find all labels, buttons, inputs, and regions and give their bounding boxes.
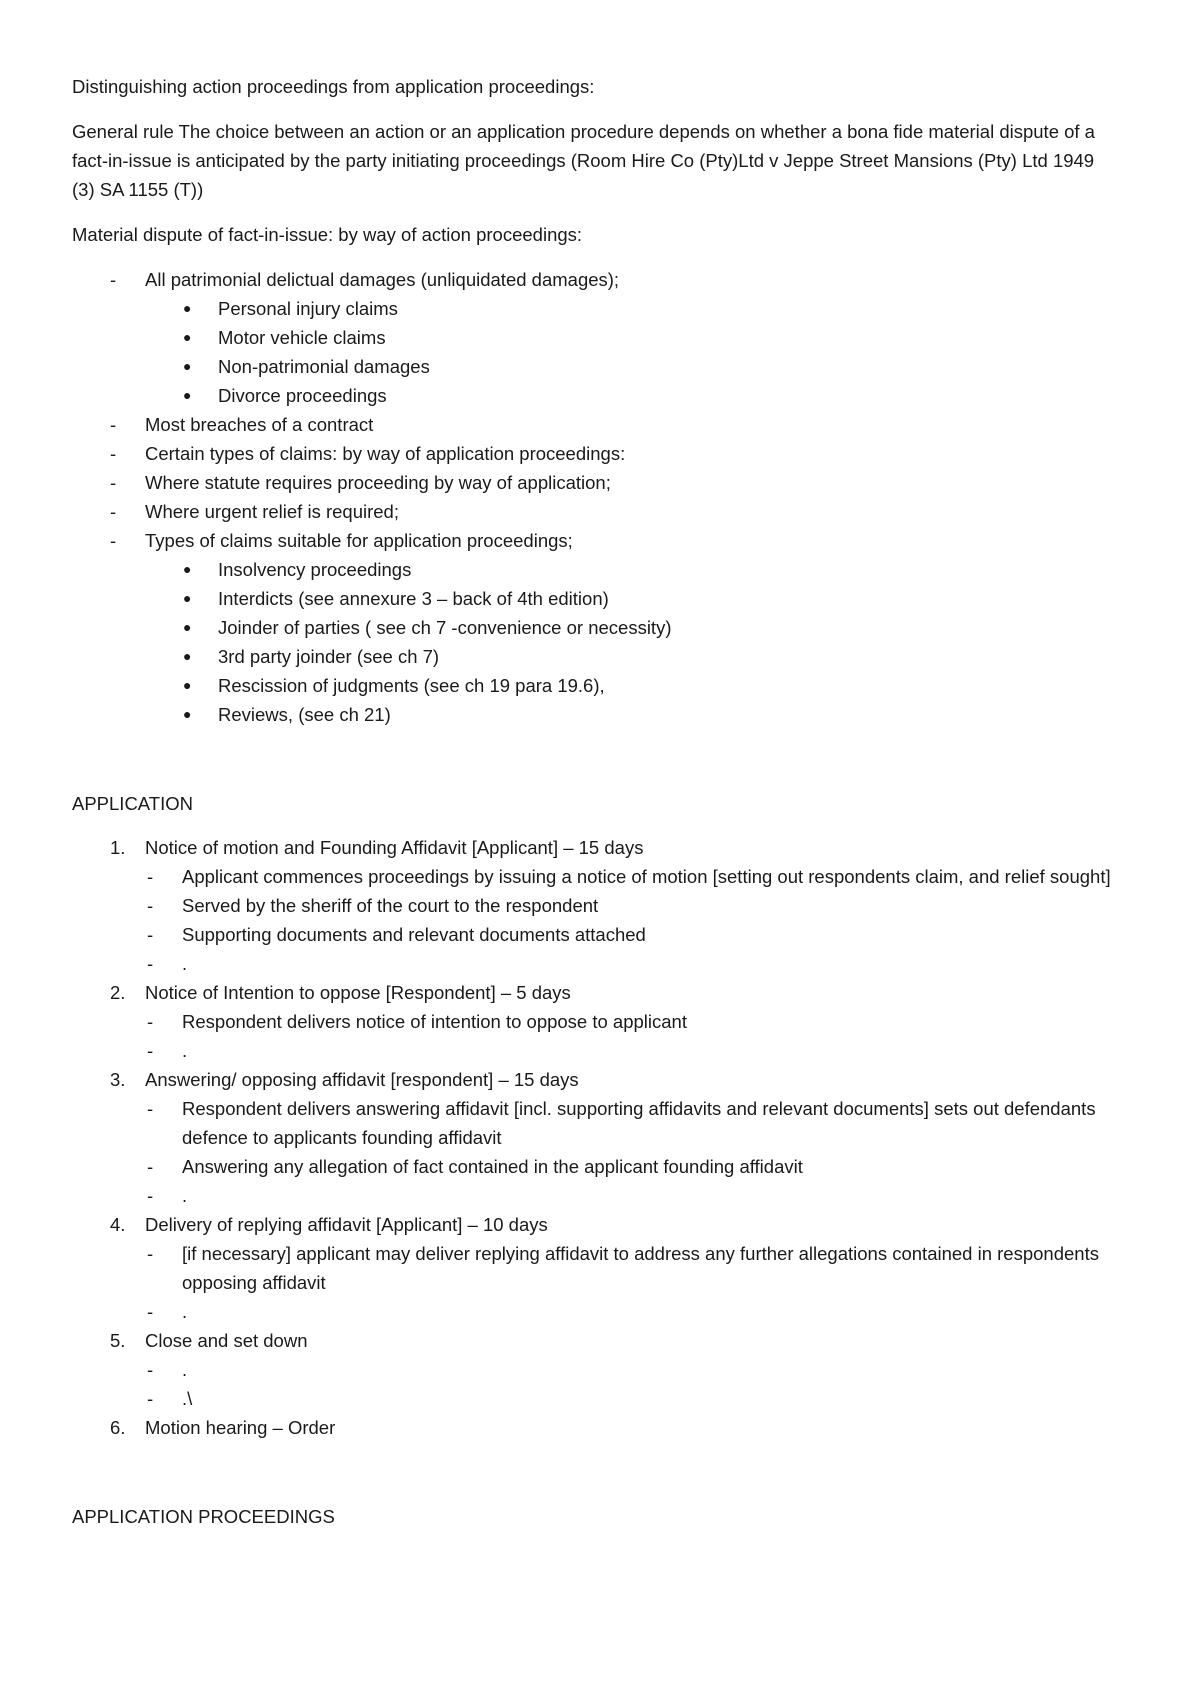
dash-marker: - bbox=[147, 866, 154, 887]
step-number: 2. bbox=[110, 982, 126, 1003]
list-item bbox=[72, 468, 1112, 497]
step-title: Motion hearing – Order bbox=[145, 1417, 336, 1438]
list-item bbox=[72, 642, 1112, 671]
bullet-icon: ● bbox=[183, 329, 192, 345]
sub-item bbox=[72, 862, 1112, 891]
application-steps-list bbox=[72, 833, 1112, 1442]
step-item bbox=[72, 833, 1112, 862]
list-item-text: Interdicts (see annexure 3 – back of 4th edition) bbox=[218, 588, 609, 609]
list-item-text: Personal injury claims bbox=[218, 298, 398, 319]
sub-item bbox=[72, 920, 1112, 949]
general-rule-paragraph: General rule The choice between an action or an application procedure depends on whether a bona fide material dispute of a fact-in-issue is anticipated by the party initiating proceedings (Room Hire Co (Pty)Ltd v Jeppe Street Mansions (Pty) Ltd 1949 (3) SA 1155 (T)) bbox=[72, 121, 1095, 200]
sub-item-text: . bbox=[182, 1185, 188, 1206]
dash-marker: - bbox=[147, 924, 154, 945]
bullet-icon: ● bbox=[183, 561, 192, 577]
list-item-text: Non-patrimonial damages bbox=[218, 356, 430, 377]
dash-marker: - bbox=[110, 269, 117, 290]
action-proceedings-list bbox=[72, 265, 1112, 729]
step-title: Notice of Intention to oppose [Respondent] – 5 days bbox=[145, 982, 571, 1003]
dash-marker: - bbox=[110, 501, 117, 522]
sub-item-text: Answering any allegation of fact contained in the applicant founding affidavit bbox=[182, 1156, 803, 1177]
step-number: 4. bbox=[110, 1214, 126, 1235]
list-item bbox=[72, 265, 1112, 294]
step-title: Answering/ opposing affidavit [respondent] – 15 days bbox=[145, 1069, 579, 1090]
list-item bbox=[72, 497, 1112, 526]
application-proceedings-heading: APPLICATION PROCEEDINGS bbox=[72, 1506, 335, 1527]
list-item-text: Where statute requires proceeding by way of application; bbox=[145, 472, 611, 493]
list-item bbox=[72, 613, 1112, 642]
sub-item bbox=[72, 1152, 1112, 1181]
list-item bbox=[72, 410, 1112, 439]
dash-marker: - bbox=[110, 472, 117, 493]
list-item bbox=[72, 671, 1112, 700]
sub-item-text: . bbox=[182, 1040, 188, 1061]
step-number: 3. bbox=[110, 1069, 126, 1090]
dash-marker: - bbox=[147, 1040, 154, 1061]
list-item-text: Certain types of claims: by way of application proceedings: bbox=[145, 443, 626, 464]
list-item-text: Most breaches of a contract bbox=[145, 414, 374, 435]
bullet-icon: ● bbox=[183, 648, 192, 664]
bullet-icon: ● bbox=[183, 677, 192, 693]
list-item bbox=[72, 526, 1112, 555]
dash-marker: - bbox=[147, 1011, 154, 1032]
sub-item bbox=[72, 1094, 1112, 1152]
sub-item bbox=[72, 1007, 1112, 1036]
step-number: 1. bbox=[110, 837, 126, 858]
list-item-text: Rescission of judgments (see ch 19 para 19.6), bbox=[218, 675, 605, 696]
list-item-text: All patrimonial delictual damages (unliquidated damages); bbox=[145, 269, 620, 290]
dash-marker: - bbox=[147, 1301, 154, 1322]
application-heading: APPLICATION bbox=[72, 793, 193, 814]
sub-item bbox=[72, 1239, 1112, 1297]
list-item-text: Insolvency proceedings bbox=[218, 559, 412, 580]
list-item-text: Joinder of parties ( see ch 7 -convenience or necessity) bbox=[218, 617, 672, 638]
document-title: Distinguishing action proceedings from application proceedings: bbox=[72, 76, 595, 97]
dash-marker: - bbox=[110, 530, 117, 551]
list-item bbox=[72, 352, 1112, 381]
step-item bbox=[72, 978, 1112, 1007]
dash-marker: - bbox=[110, 443, 117, 464]
step-title: Delivery of replying affidavit [Applicant] – 10 days bbox=[145, 1214, 548, 1235]
list-item bbox=[72, 323, 1112, 352]
sub-item bbox=[72, 1181, 1112, 1210]
sub-item-text: Respondent delivers notice of intention to oppose to applicant bbox=[182, 1011, 687, 1032]
sub-item-text: . bbox=[182, 1301, 188, 1322]
sub-item-text: .\ bbox=[182, 1388, 193, 1409]
step-number: 6. bbox=[110, 1417, 126, 1438]
step-title: Notice of motion and Founding Affidavit [Applicant] – 15 days bbox=[145, 837, 644, 858]
sub-item-text: Respondent delivers answering affidavit [incl. supporting affidavits and relevant documents] sets out defendants defence to applicants founding affidavit bbox=[182, 1098, 1096, 1148]
list-item-text: 3rd party joinder (see ch 7) bbox=[218, 646, 440, 667]
list-item bbox=[72, 700, 1112, 729]
material-dispute-heading: Material dispute of fact-in-issue: by way of action proceedings: bbox=[72, 224, 583, 245]
sub-item bbox=[72, 949, 1112, 978]
sub-item bbox=[72, 1036, 1112, 1065]
list-item bbox=[72, 294, 1112, 323]
list-item-text: Divorce proceedings bbox=[218, 385, 387, 406]
step-title: Close and set down bbox=[145, 1330, 308, 1351]
dash-marker: - bbox=[147, 1185, 154, 1206]
sub-item-text: . bbox=[182, 953, 188, 974]
dash-marker: - bbox=[147, 1156, 154, 1177]
list-item bbox=[72, 584, 1112, 613]
sub-item bbox=[72, 891, 1112, 920]
step-item bbox=[72, 1413, 1112, 1442]
bullet-icon: ● bbox=[183, 619, 192, 635]
step-number: 5. bbox=[110, 1330, 126, 1351]
sub-item-text: [if necessary] applicant may deliver replying affidavit to address any further allegations contained in respondents opposing affidavit bbox=[182, 1243, 1099, 1293]
document-page bbox=[72, 72, 1112, 1546]
sub-item-text: Served by the sheriff of the court to the respondent bbox=[182, 895, 599, 916]
sub-item-text: . bbox=[182, 1359, 188, 1380]
step-item bbox=[72, 1326, 1112, 1355]
bullet-icon: ● bbox=[183, 706, 192, 722]
list-item-text: Motor vehicle claims bbox=[218, 327, 386, 348]
dash-marker: - bbox=[147, 1388, 154, 1409]
bullet-icon: ● bbox=[183, 358, 192, 374]
dash-marker: - bbox=[147, 953, 154, 974]
dash-marker: - bbox=[110, 414, 117, 435]
bullet-icon: ● bbox=[183, 387, 192, 403]
list-item-text: Reviews, (see ch 21) bbox=[218, 704, 391, 725]
sub-item bbox=[72, 1384, 1112, 1413]
sub-item bbox=[72, 1297, 1112, 1326]
step-item bbox=[72, 1210, 1112, 1239]
dash-marker: - bbox=[147, 895, 154, 916]
list-item-text: Where urgent relief is required; bbox=[145, 501, 399, 522]
dash-marker: - bbox=[147, 1098, 154, 1119]
sub-item-text: Supporting documents and relevant documents attached bbox=[182, 924, 646, 945]
bullet-icon: ● bbox=[183, 300, 192, 316]
list-item bbox=[72, 439, 1112, 468]
dash-marker: - bbox=[147, 1359, 154, 1380]
sub-item-text: Applicant commences proceedings by issuing a notice of motion [setting out respondents claim, and relief sought] bbox=[182, 866, 1111, 887]
list-item bbox=[72, 555, 1112, 584]
list-item bbox=[72, 381, 1112, 410]
list-item-text: Types of claims suitable for application proceedings; bbox=[145, 530, 573, 551]
sub-item bbox=[72, 1355, 1112, 1384]
bullet-icon: ● bbox=[183, 590, 192, 606]
step-item bbox=[72, 1065, 1112, 1094]
dash-marker: - bbox=[147, 1243, 154, 1264]
